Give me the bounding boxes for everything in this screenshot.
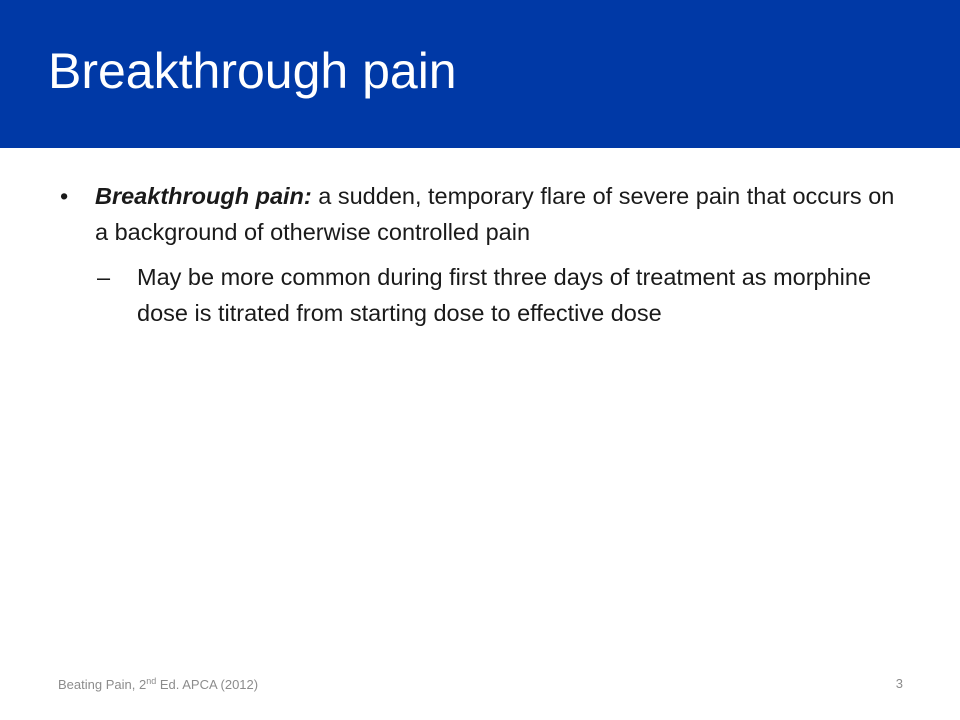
bullet-marker: • (60, 183, 69, 209)
slide-title: Breakthrough pain (48, 43, 457, 99)
bullet-text (95, 183, 894, 245)
footer-source (58, 676, 258, 692)
slide-content (58, 178, 910, 331)
bullet-item (58, 178, 910, 250)
page-number: 3 (895, 676, 903, 691)
title-bar (0, 0, 960, 148)
footer-source-suffix: Ed. APCA (2012) (156, 677, 259, 692)
footer-source-superscript: nd (146, 676, 157, 686)
bullet-term: Breakthrough pain: (95, 183, 312, 209)
bullet-definition: a sudden, temporary flare of severe pain that occurs on a background of otherwise controlled pain (95, 183, 895, 245)
sub-bullet-text: May be more common during first three days of treatment as morphine dose is titrated from starting dose to effective dose (137, 264, 872, 326)
footer-source-prefix: Beating Pain, 2 (58, 677, 147, 692)
sub-bullet-item (58, 259, 910, 331)
sub-bullet-marker: – (97, 264, 111, 290)
